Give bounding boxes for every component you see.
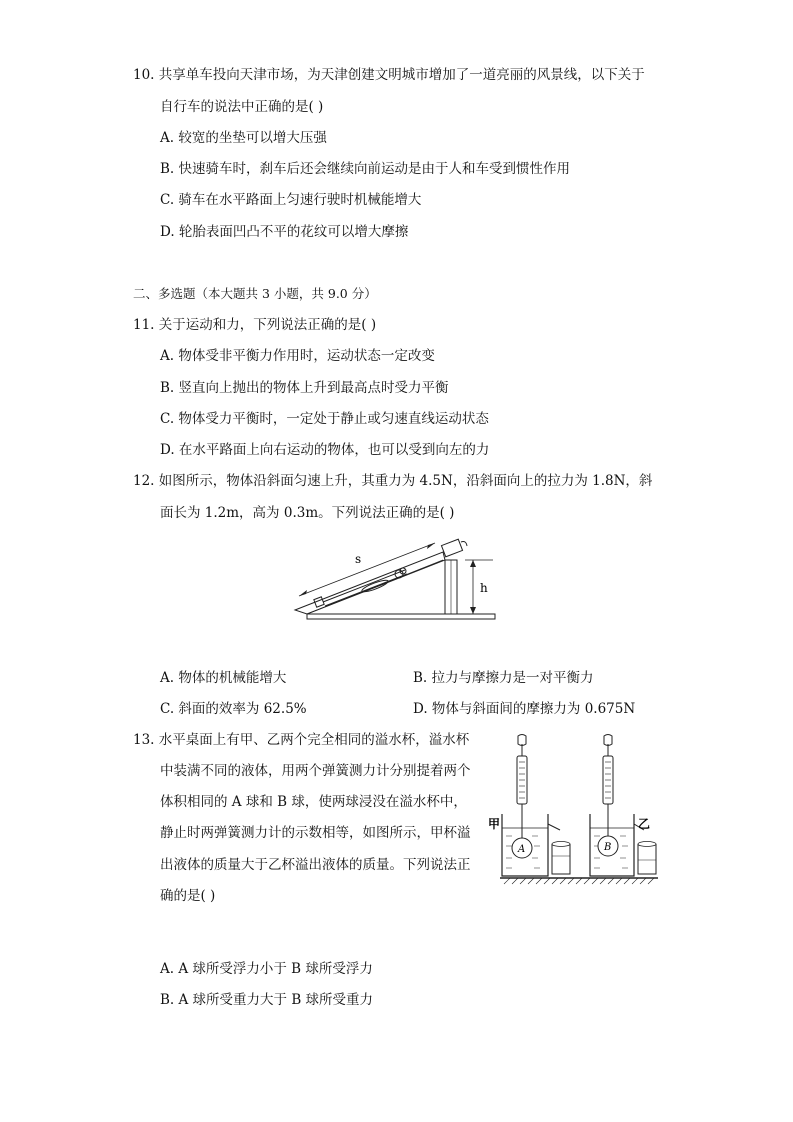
q13-option-a: A. A 球所受浮力小于 B 球所受浮力 [160,961,373,977]
q11-option-d: D. 在水平路面上向右运动的物体，也可以受到向左的力 [160,442,490,458]
q10-option-a: A. 较宽的坐垫可以增大压强 [160,130,327,146]
q12-stem-line2: 面长为 1.2m，高为 0.3m。下列说法正确的是( ) [160,505,455,521]
section-heading: 二、多选题（本大题共 3 小题，共 9.0 分） [133,286,377,301]
incline-figure [285,530,500,625]
q10-option-b: B. 快速骑车时，刹车后还会继续向前运动是由于人和车受到惯性作用 [160,161,571,177]
q13-stem-line1: 13. 水平桌面上有甲、乙两个完全相同的溢水杯，溢水杯 [133,732,470,748]
q11-option-b: B. 竖直向上抛出的物体上升到最高点时受力平衡 [160,380,449,396]
q10-option-c: C. 骑车在水平路面上匀速行驶时机械能增大 [160,192,422,208]
incline-label-h: h [480,581,488,595]
q11-stem: 11. 关于运动和力，下列说法正确的是( ) [133,317,377,333]
q12-stem-line1: 12. 如图所示，物体沿斜面匀速上升，其重力为 4.5N，沿斜面向上的拉力为 1.8N，斜 [133,473,653,489]
q12-option-b: B. 拉力与摩擦力是一对平衡力 [413,670,594,686]
cup-label-right: 乙 [638,817,651,831]
q10-option-d: D. 轮胎表面凹凸不平的花纹可以增大摩擦 [160,224,409,240]
q11-option-a: A. 物体受非平衡力作用时，运动状态一定改变 [160,348,435,364]
q13-stem-line4: 静止时两弹簧测力计的示数相等，如图所示，甲杯溢 [160,825,471,841]
q12-option-c: C. 斜面的效率为 62.5% [160,701,307,717]
cup-label-left: 甲 [488,817,501,831]
q12-option-d: D. 物体与斜面间的摩擦力为 0.675N [413,701,636,717]
incline-label-s: s [355,552,362,566]
q12-option-a: A. 物体的机械能增大 [160,670,287,686]
q10-stem-line2: 自行车的说法中正确的是( ) [160,99,324,115]
q13-stem-line2: 中装满不同的液体，用两个弹簧测力计分别提着两个 [160,763,471,779]
q11-option-c: C. 物体受力平衡时，一定处于静止或匀速直线运动状态 [160,411,489,427]
q10-stem-line1: 10. 共享单车投向天津市场，为天津创建文明城市增加了一道亮丽的风景线，以下关于 [133,67,645,83]
q13-stem-line6: 确的是( ) [160,888,216,904]
ball-b-label: B [604,842,612,853]
ball-a-label: A [518,844,526,855]
overflow-cups-figure [488,732,660,887]
q13-stem-line5: 出液体的质量大于乙杯溢出液体的质量。下列说法正 [160,857,471,873]
q13-stem-line3: 体积相同的 A 球和 B 球，使两球浸没在溢水杯中， [160,794,467,810]
q13-option-b: B. A 球所受重力大于 B 球所受重力 [160,992,374,1008]
